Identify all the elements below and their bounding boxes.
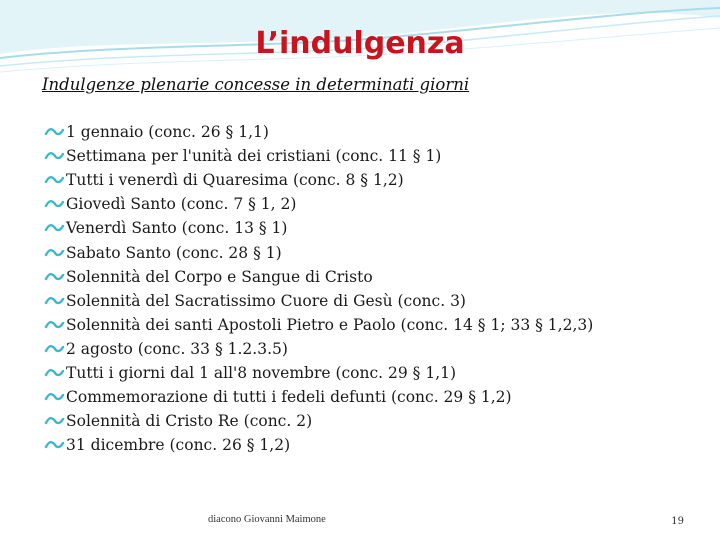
slide-title: L’indulgenza: [255, 26, 465, 61]
list-item: [44, 337, 593, 361]
list-item: [44, 120, 593, 144]
list-item-text: Venerdì Santo (conc. 13 § 1): [66, 219, 288, 238]
list-item-text: 31 dicembre (conc. 26 § 1,2): [66, 436, 291, 455]
wave-bullet-icon: [44, 342, 66, 356]
list-item-text: Sabato Santo (conc. 28 § 1): [66, 243, 282, 262]
list-item: [44, 313, 593, 337]
list-item-text: Solennità del Corpo e Sangue di Cristo: [66, 267, 373, 286]
wave-bullet-icon: [44, 149, 66, 163]
wave-bullet-icon: [44, 125, 66, 139]
list-item-text: Solennità del Sacratissimo Cuore di Gesù (conc. 3): [66, 291, 466, 310]
list-item-text: Commemorazione di tutti i fedeli defunti (conc. 29 § 1,2): [66, 388, 512, 407]
list-item: [44, 216, 593, 240]
list-item-text: Tutti i venerdì di Quaresima (conc. 8 § 1,2): [66, 171, 404, 190]
list-item: [44, 409, 593, 433]
list-item-text: 1 gennaio (conc. 26 § 1,1): [66, 123, 269, 142]
list-item: [44, 361, 593, 385]
wave-bullet-icon: [44, 197, 66, 211]
list-item: [44, 385, 593, 409]
list-item: [44, 240, 593, 264]
list-item: [44, 433, 593, 457]
indulgence-days-list: [44, 120, 593, 457]
wave-bullet-icon: [44, 270, 66, 284]
list-item: [44, 265, 593, 289]
list-item-text: 2 agosto (conc. 33 § 1.2.3.5): [66, 339, 288, 358]
list-item-text: Settimana per l'unità dei cristiani (conc. 11 § 1): [66, 147, 442, 166]
wave-bullet-icon: [44, 318, 66, 332]
page-number: 19: [671, 516, 684, 527]
list-item-text: Solennità dei santi Apostoli Pietro e Paolo (conc. 14 § 1; 33 § 1,2,3): [66, 315, 594, 334]
wave-bullet-icon: [44, 390, 66, 404]
wave-bullet-icon: [44, 414, 66, 428]
list-item: [44, 144, 593, 168]
wave-bullet-icon: [44, 173, 66, 187]
wave-bullet-icon: [44, 366, 66, 380]
wave-bullet-icon: [44, 246, 66, 260]
footer-author: diacono Giovanni Maimone: [208, 514, 326, 525]
list-item-text: Tutti i giorni dal 1 all'8 novembre (conc. 29 § 1,1): [66, 363, 457, 382]
wave-bullet-icon: [44, 221, 66, 235]
list-item: [44, 168, 593, 192]
wave-bullet-icon: [44, 438, 66, 452]
slide-subtitle: Indulgenze plenarie concesse in determinati giorni: [42, 75, 470, 94]
list-item-text: Giovedì Santo (conc. 7 § 1, 2): [66, 195, 297, 214]
list-item: [44, 192, 593, 216]
list-item-text: Solennità di Cristo Re (conc. 2): [66, 412, 313, 431]
list-item: [44, 289, 593, 313]
wave-bullet-icon: [44, 294, 66, 308]
